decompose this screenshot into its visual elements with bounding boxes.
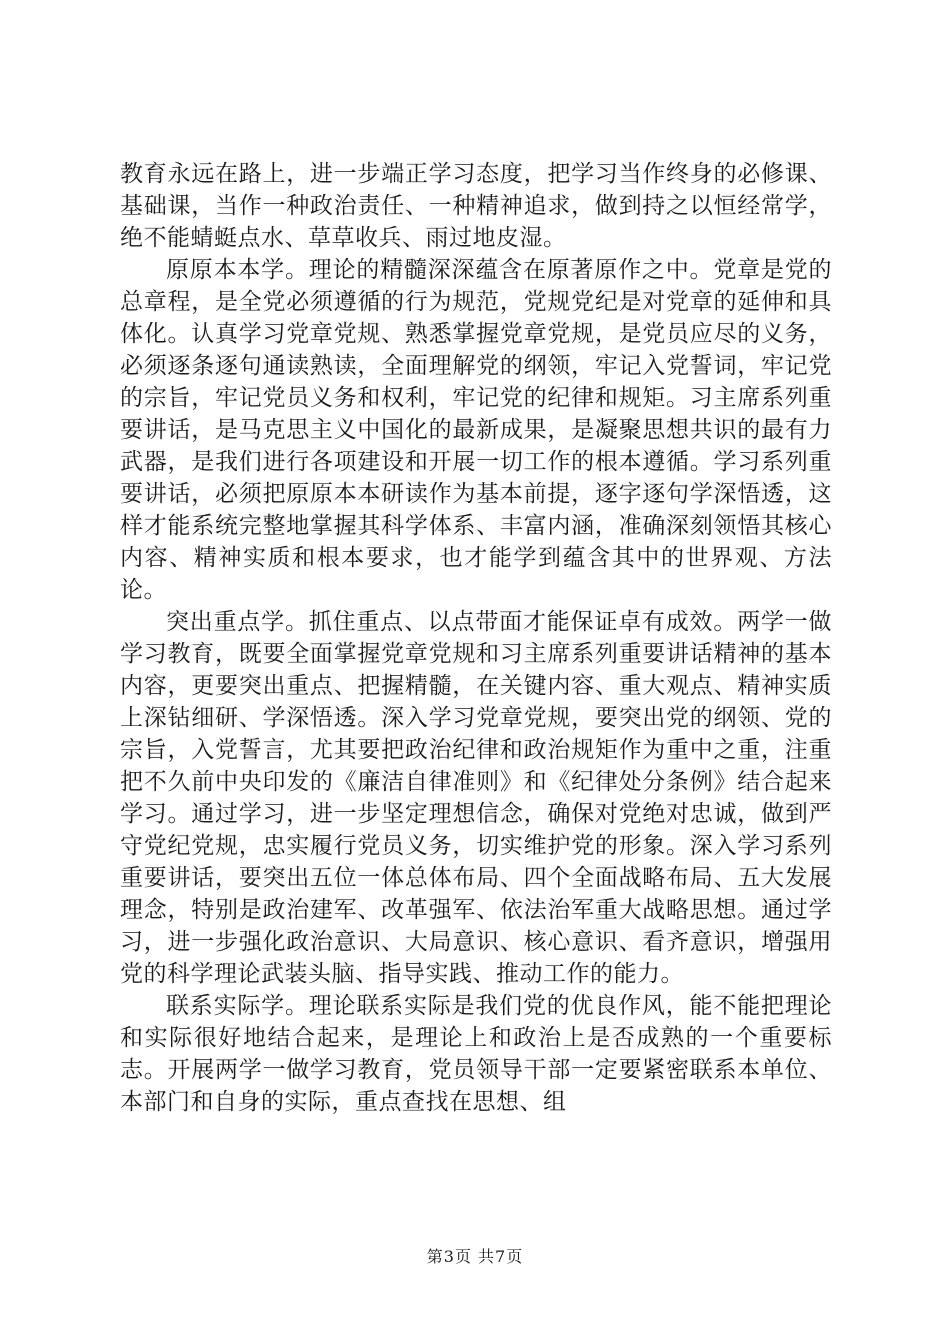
body-text xyxy=(120,158,832,1118)
paragraph-continuation: 教育永远在路上，进一步端正学习态度，把学习当作终身的必修课、基础课，当作一种政治责任、一种精神追求，做到持之以恒经常学，绝不能蜻蜓点水、草草收兵、雨过地皮湿。 xyxy=(120,161,832,251)
paragraph-study-originals: 原原本本学。理论的精髓深深蕴含在原著原作之中。党章是党的总章程，是全党必须遵循的行为规范，党规党纪是对党章的延伸和具体化。认真学习党章党规、熟悉掌握党章党规，是党员应尽的义务，必须逐条逐句通读熟读，全面理解党的纲领，牢记入党誓词，牢记党的宗旨，牢记党员义务和权利，牢记党的纪律和规矩。习主席系列重要讲话，是马克思主义中国化的最新成果，是凝聚思想共识的最有力武器，是我们进行各项建设和开展一切工作的根本遵循。学习系列重要讲话，必须把原原本本研读作为基本前提，逐字逐句学深悟透，这样才能系统完整地掌握其科学体系、丰富内涵，准确深刻领悟其核心内容、精神实质和根本要求，也才能学到蕴含其中的世界观、方法论。 xyxy=(120,257,832,603)
page-footer: 第3页 共7页 xyxy=(426,1247,524,1266)
paragraph-study-key-points: 突出重点学。抓住重点、以点带面才能保证卓有成效。两学一做学习教育，既要全面掌握党章党规和习主席系列重要讲话精神的基本内容，更要突出重点、把握精髓，在关键内容、重大观点、精神实质上深钻细研、学深悟透。深入学习党章党规，要突出党的纲领、党的宗旨，入党誓言，尤其要把政治纪律和政治规矩作为重中之重，注重把不久前中央印发的《廉洁自律准则》和《纪律处分条例》结合起来学习。通过学习，进一步坚定理想信念，确保对党绝对忠诚，做到严守党纪党规，忠实履行党员义务，切实维护党的形象。深入学习系列重要讲话，要突出五位一体总体布局、四个全面战略布局、五大发展理念，特别是政治建军、改革强军、依法治军重大战略思想。通过学习，进一步强化政治意识、大局意识、核心意识、看齐意识，增强用党的科学理论武装头脑、指导实践、推动工作的能力。 xyxy=(120,609,832,987)
paragraph-study-with-practice: 联系实际学。理论联系实际是我们党的优良作风，能不能把理论和实际很好地结合起来，是理论上和政治上是否成熟的一个重要标志。开展两学一做学习教育，党员领导干部一定要紧密联系本单位、本部门和自身的实际，重点查找在思想、组 xyxy=(120,993,832,1115)
